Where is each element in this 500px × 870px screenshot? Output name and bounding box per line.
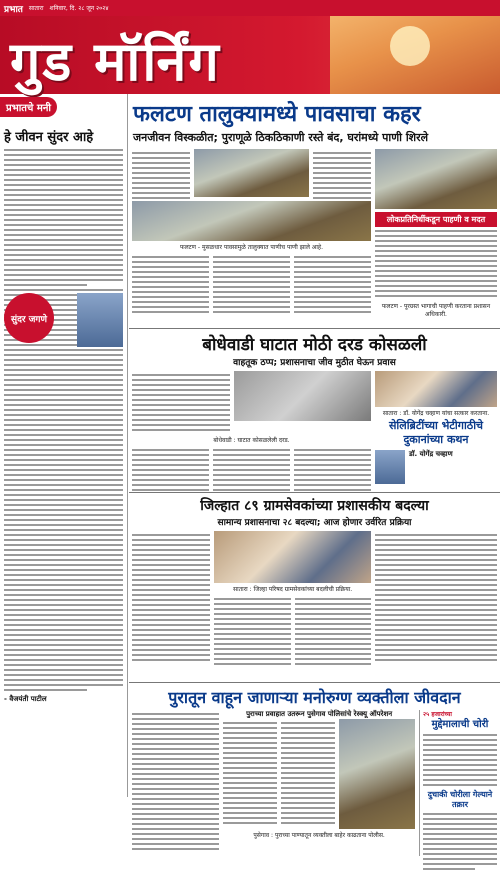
villages-subhead: सामान्य प्रशासनाचा २८ बदल्या; आज होणार उर्वरित प्रक्रिया (217, 518, 412, 528)
celebrity-byline: डॉ. योगेंद्र चव्हाण (409, 449, 453, 458)
section-badge: प्रभातचे मनी (0, 97, 57, 117)
quote-badge: सुंदर जगणे (4, 293, 54, 343)
lead-caption: फलटण - मुसळधार पावसामुळे तालुक्यात पाणीच पाणी झाले आहे. (179, 244, 324, 251)
landslide-photo (234, 371, 371, 421)
lead-subhead: जनजीवन विस्कळीत; पुराणूळे ठिकठिकाणी रस्ते बंद, घरांमध्ये पाणी शिरले (133, 131, 429, 144)
left-article-text (4, 149, 123, 286)
theft-headline: मुद्देमालाची चोरी (431, 719, 489, 730)
celebrity-head: सेलिब्रिटींच्या भेटीगाठीचे दुकानांच्या कथन (388, 419, 484, 447)
flood-photo-2 (132, 201, 371, 241)
author-portrait (77, 293, 123, 347)
dateline: शनिवार, दि. २८ जून २०२४ (49, 5, 109, 12)
villages-caption: सातारा : जिल्हा परिषद ग्रामसेवकांच्या बदलीची प्रक्रिया. (233, 586, 353, 593)
masthead-photo (330, 16, 500, 94)
edition-label: सातारा (28, 5, 44, 12)
meeting-photo (214, 531, 371, 583)
main-column (129, 94, 500, 856)
flood-headline: पुरातून वाहून जाणाऱ्या मनोरुग्ण व्यक्तीला जीवदान (168, 688, 461, 707)
theft-label: २५ हजारांच्या (423, 711, 452, 718)
villages-headline: जिल्हात ८९ ग्रामसेवकांच्या प्रशासकीय बदल्या (200, 498, 429, 514)
ghat-subhead: वाहतूक ठप्प; प्रशासनाचा जीव मुठीत घेऊन प्रवास (233, 358, 396, 368)
felicitation-photo (375, 371, 497, 407)
flood-photo-3 (375, 149, 497, 209)
flood-subhead: पुराच्या प्रवाहात उतरून पुसेगाव पोलिसांचे रेस्क्यू ऑपरेशन (246, 710, 393, 718)
byline-portrait (375, 450, 405, 484)
left-column (0, 94, 128, 797)
ghat-headline: बोधेवाडी घाटात मोठी दरड कोसळली (202, 335, 427, 355)
celebrity-caption: सातारा : डॉ. योगेंद्र चव्हाण यांचा सत्कार करताना. (382, 410, 490, 417)
left-author: - वैजयंती पाटील (4, 695, 47, 703)
ghat-caption: बोधेवाडी : घाटात कोसळलेली दरड. (213, 437, 290, 444)
side-story-head: लोकप्रतिनिधींकडून पाहणी व मदत (375, 212, 497, 227)
flood-caption: पुसेगाव : पुराच्या पाण्यातून व्यक्तीला बाहेर काढताना पोलीस. (253, 832, 385, 839)
lead-headline: फलटण तालुक्यामध्ये पावसाचा कहर (133, 101, 421, 127)
masthead-title: गुड मॉर्निंग (10, 29, 221, 93)
left-headline: हे जीवन सुंदर आहे (4, 130, 94, 145)
top-strip (0, 0, 500, 16)
rescue-photo (339, 719, 415, 829)
brand-logo: प्रभात (4, 4, 23, 15)
theft-subheadline: दुचाकी चोरीला गेल्याने तक्रार (427, 789, 493, 810)
left-article-text-2 (4, 334, 123, 691)
masthead (0, 16, 500, 94)
side-story-caption: फलटण - पूरग्रस्त भागाची पाहणी करताना प्रशासन अधिकारी. (381, 303, 491, 318)
flood-photo-1 (194, 149, 310, 197)
